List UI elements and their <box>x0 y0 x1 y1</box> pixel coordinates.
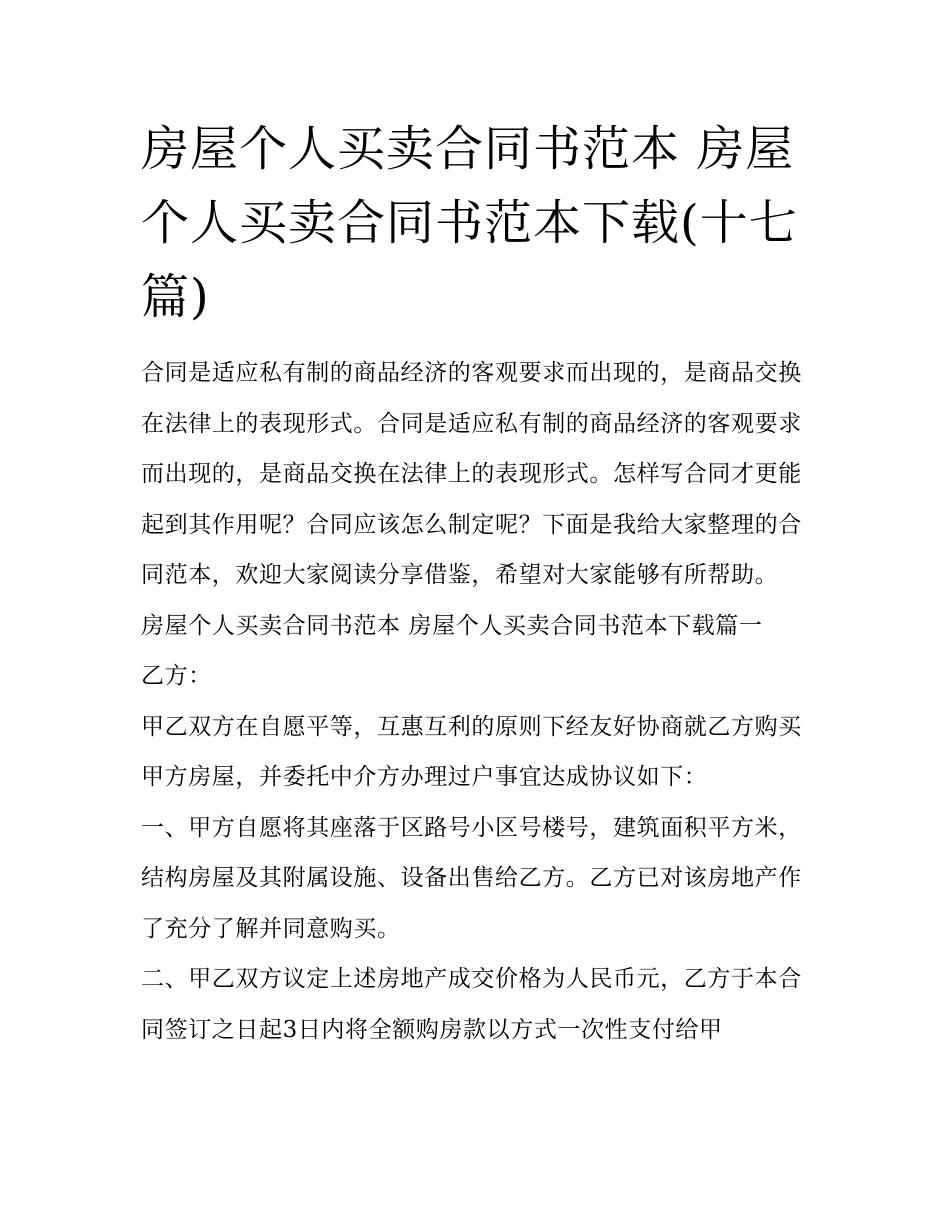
section-heading: 房屋个人买卖合同书范本 房屋个人买卖合同书范本下载篇一 <box>141 612 763 639</box>
agreement-preamble: 甲乙双方在自愿平等，互惠互利的原则下经友好协商就乙方购买甲方房屋，并委托中介方办理过户事宜达成协议如下： <box>141 713 802 790</box>
intro-paragraph: 合同是适应私有制的商品经济的客观要求而出现的，是商品交换在法律上的表现形式。合同是适应私有制的商品经济的客观要求而出现的，是商品交换在法律上的表现形式。怎样写合同才更能起到其作用呢？合同应该怎么制定呢？下面是我给大家整理的合同范本，欢迎大家阅读分享借鉴，希望对大家能够有所帮助。 <box>141 360 802 588</box>
document-title: 房屋个人买卖合同书范本 房屋个人买卖合同书范本下载(十七篇) <box>141 121 798 325</box>
party-b-line: 乙方： <box>141 663 212 689</box>
clause-2: 二、甲乙双方议定上述房地产成交价格为人民币元，乙方于本合同签订之日起3日内将全额购房款以方式一次性支付给甲 <box>141 966 802 1043</box>
clause-1: 一、甲方自愿将其座落于区路号小区号楼号，建筑面积平方米，结构房屋及其附属设施、设备出售给乙方。乙方已对该房地产作了充分了解并同意购买。 <box>141 814 802 942</box>
document-body <box>141 112 821 1055</box>
